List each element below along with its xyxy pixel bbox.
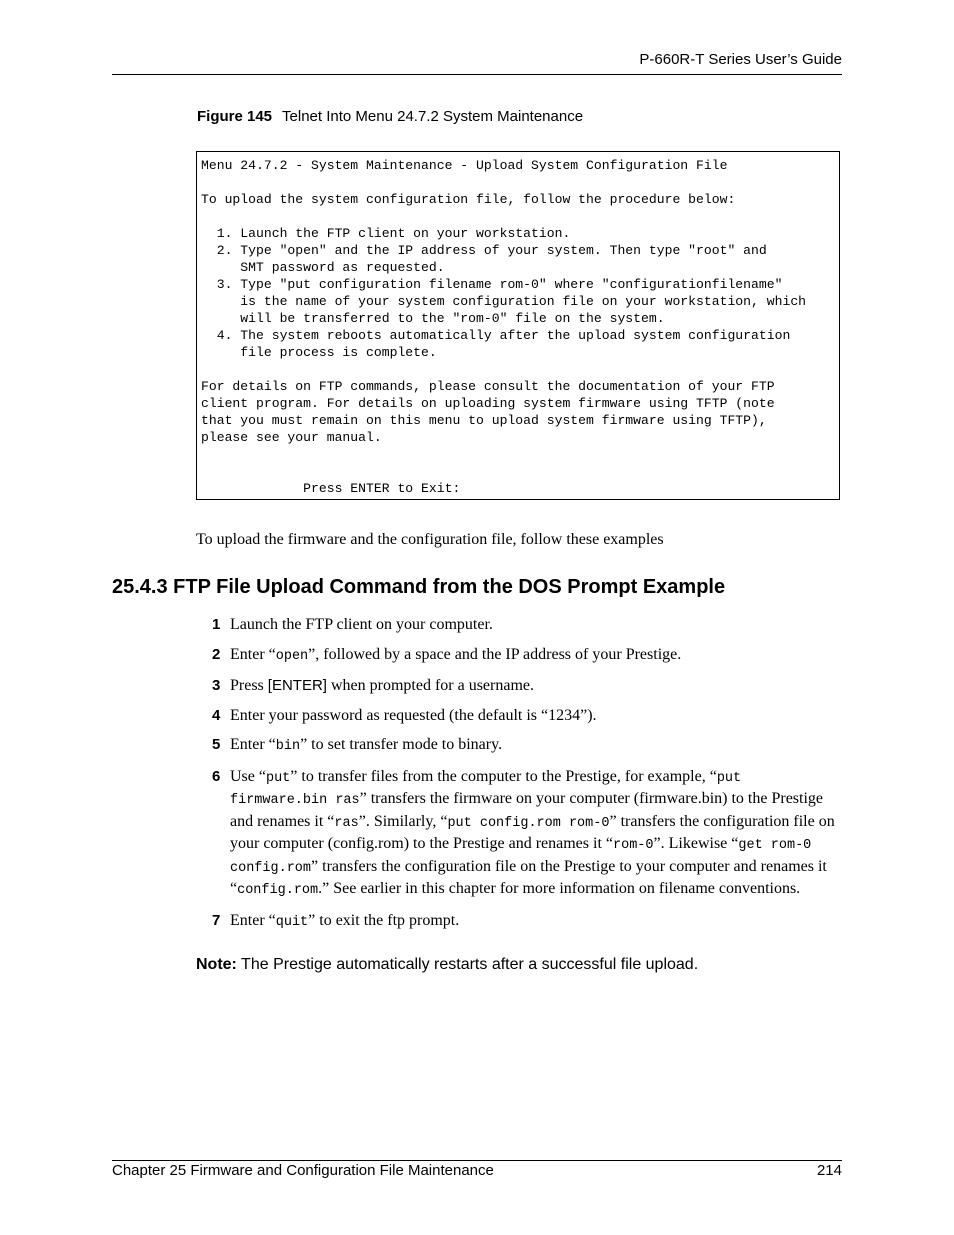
step-text: Use “ [230, 767, 266, 785]
figure-label: Figure 145 [197, 108, 273, 125]
footer-chapter: Chapter 25 Firmware and Configuration File Maintenance [112, 1162, 494, 1179]
step-number: 1 [212, 616, 221, 633]
step-text: Enter your password as requested (the default is “1234”). [230, 706, 597, 724]
step-number: 5 [212, 736, 221, 753]
command-code: put config.rom rom-0 [447, 815, 610, 831]
intro-paragraph: To upload the firmware and the configuration file, follow these examples [196, 531, 664, 548]
step-number: 2 [212, 645, 221, 663]
step-text: Enter “ [230, 645, 276, 663]
step-text: when prompted for a username. [326, 677, 535, 694]
section-heading: 25.4.3 FTP File Upload Command from the DOS Prompt Example [112, 576, 726, 598]
command-code: get rom-0 config.rom [230, 838, 812, 876]
step-text: ” to set transfer mode to binary. [300, 736, 503, 753]
note-text: The Prestige automatically restarts after a successful file upload. [236, 956, 699, 973]
command-code: config.rom [237, 883, 319, 898]
step-text: ” transfers the configuration file on the Prestige to your computer and renames it “ [230, 857, 827, 897]
step-text: .” See earlier in this chapter for more information on filename conventions. [318, 880, 801, 897]
step-3 [196, 676, 846, 697]
step-number: 6 [212, 767, 221, 785]
step-text: ” transfers the configuration file on your computer (config.rom) to the Prestige and renames it “ [230, 812, 835, 852]
key-name: [ENTER] [267, 677, 327, 694]
figure-caption [197, 108, 583, 125]
footer-rule [112, 1160, 842, 1161]
step-text: ”, followed by a space and the IP address of your Prestige. [308, 645, 682, 663]
note-label: Note: [196, 956, 237, 973]
step-number: 3 [212, 677, 221, 694]
step-2 [196, 645, 846, 668]
step-text: ” to exit the ftp prompt. [308, 911, 460, 929]
header-rule [112, 74, 842, 75]
step-text: Enter “ [230, 911, 276, 929]
step-7 [196, 911, 846, 934]
step-text: ” transfers the firmware on your computer (firmware.bin) to the Prestige and renames it “ [230, 790, 824, 830]
step-number: 4 [212, 706, 221, 724]
step-text: ”. Likewise “ [653, 835, 739, 852]
step-number: 7 [212, 911, 221, 929]
command-code: rom-0 [613, 838, 654, 853]
footer-page-number: 214 [816, 1162, 842, 1179]
command-code: bin [275, 739, 301, 754]
steps-list [196, 615, 846, 942]
step-text: Press [230, 677, 268, 694]
step-text: ”. Similarly, “ [358, 812, 448, 830]
command-code: quit [275, 914, 309, 930]
step-6 [196, 767, 846, 902]
terminal-screen [196, 151, 840, 500]
command-code: open [275, 648, 309, 664]
step-text: Enter “ [230, 736, 276, 753]
step-text: Launch the FTP client on your computer. [230, 616, 493, 633]
figure-title: Telnet Into Menu 24.7.2 System Maintenance [282, 108, 584, 125]
command-code: put [265, 770, 291, 786]
step-1 [196, 615, 846, 636]
command-code: put firmware.bin ras [230, 770, 742, 808]
running-header-title: P-660R-T Series User’s Guide [639, 51, 842, 68]
terminal-text: Menu 24.7.2 - System Maintenance - Upload System Configuration File To upload the system configuration file, follow the procedure below: 1. Launch the FTP client on your workstation. 2. Type "open" and the IP address of your system. Then type "root" and SMT password as requested. 3. Type "put configuration filename rom-0" where "configurationfilename" is the name of your system configuration file on your workstation, which will be transferred to the "rom-0" file on the system. 4. The system reboots automatically after the upload system configuration file process is complete. For details on FTP commands, please consult the documentation of your FTP client program. For details on uploading system firmware using TFTP (note that you must remain on this menu to upload system firmware using TFTP), please see your manual. Press ENTER to Exit: [201, 158, 807, 496]
command-code: ras [334, 815, 359, 831]
step-4 [196, 706, 846, 727]
note [196, 956, 698, 974]
step-text: ” to transfer files from the computer to the Prestige, for example, “ [290, 767, 717, 785]
step-5 [196, 735, 846, 758]
